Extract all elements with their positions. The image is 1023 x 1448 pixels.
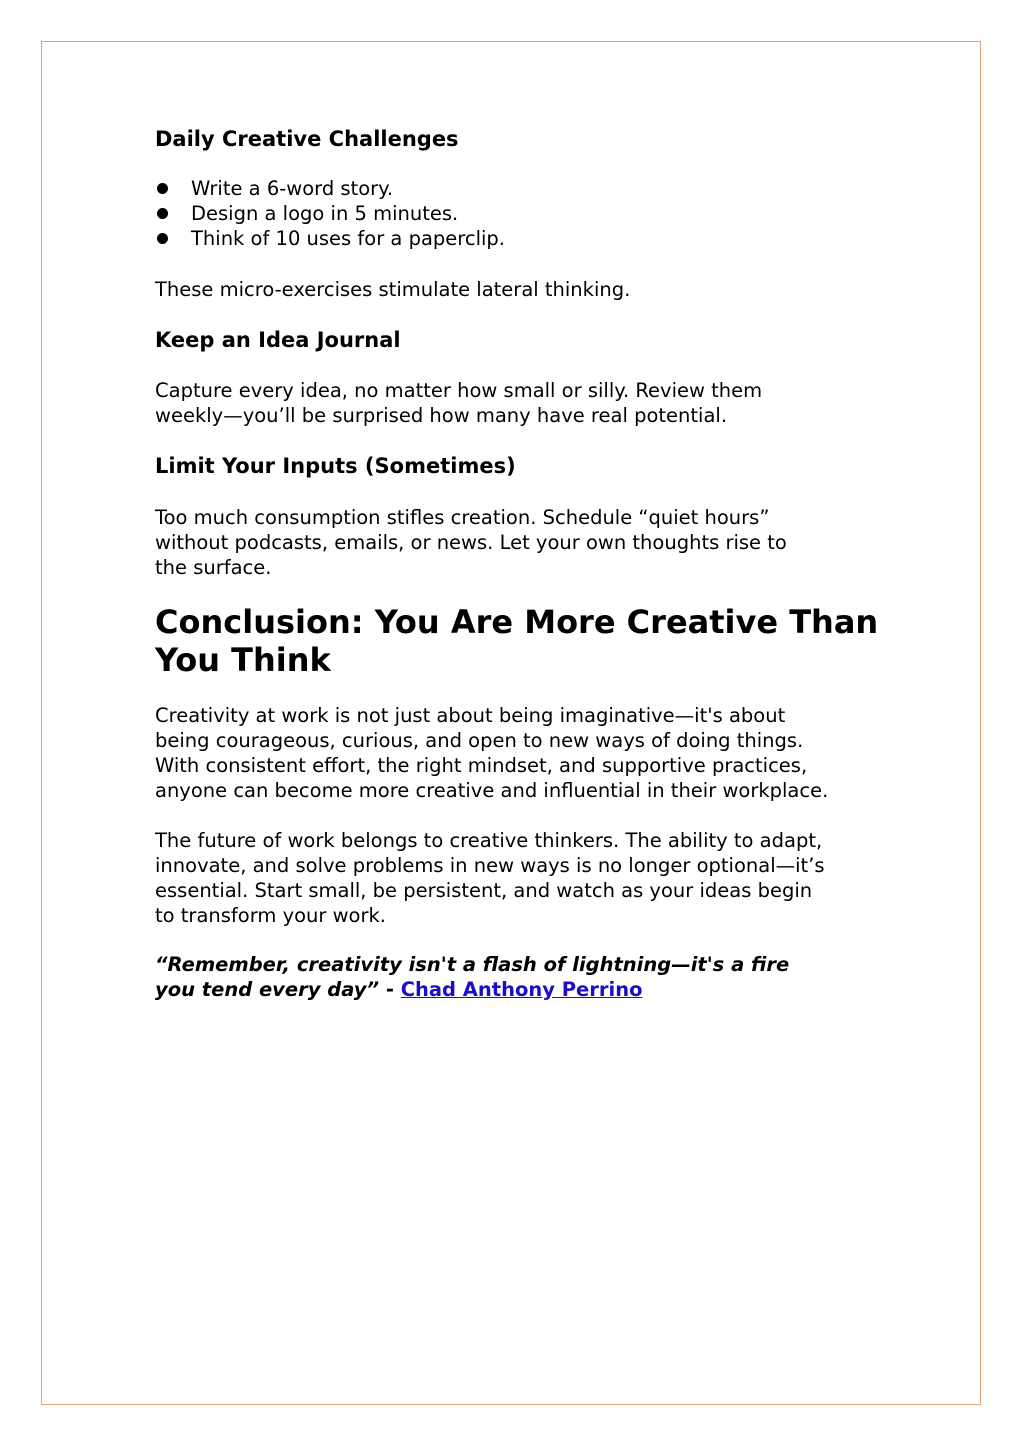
- challenges-list: [155, 176, 505, 251]
- journal-text-line: weekly—you’ll be surprised how many have real potential.: [155, 404, 728, 427]
- author-link[interactable]: Chad Anthony Perrino: [400, 978, 643, 1001]
- conclusion-paragraph-line: being courageous, curious, and open to new ways of doing things.: [155, 729, 804, 752]
- quote-line: [155, 952, 789, 977]
- list-item: [155, 176, 505, 201]
- quote-line: [155, 977, 642, 1002]
- section-heading-idea-journal: Keep an Idea Journal: [155, 328, 401, 352]
- inputs-text-line: the surface.: [155, 556, 272, 579]
- conclusion-paragraph-line: With consistent effort, the right mindset, and supportive practices,: [155, 754, 808, 777]
- conclusion-heading-line: You Think: [155, 641, 331, 679]
- list-item-text: Think of 10 uses for a paperclip.: [191, 227, 505, 250]
- conclusion-paragraph-line: to transform your work.: [155, 904, 387, 927]
- bullet-icon: [157, 183, 168, 194]
- bullet-icon: [157, 233, 168, 244]
- bullet-icon: [157, 208, 168, 219]
- list-item-text: Design a logo in 5 minutes.: [191, 202, 459, 225]
- quote-text: “Remember, creativity isn't a flash of lightning—it's a fire: [155, 953, 790, 976]
- section-heading-limit-inputs: Limit Your Inputs (Sometimes): [155, 454, 516, 478]
- quote-text: you tend every day”: [155, 978, 380, 1001]
- conclusion-heading-line: Conclusion: You Are More Creative Than: [155, 603, 879, 641]
- section-heading-daily-challenges: Daily Creative Challenges: [155, 127, 459, 151]
- conclusion-paragraph-line: essential. Start small, be persistent, and watch as your ideas begin: [155, 879, 813, 902]
- journal-text-line: Capture every idea, no matter how small or silly. Review them: [155, 379, 763, 402]
- conclusion-paragraph-line: The future of work belongs to creative thinkers. The ability to adapt,: [155, 829, 823, 852]
- list-item-text: Write a 6-word story.: [191, 177, 394, 200]
- inputs-text-line: Too much consumption stifles creation. Schedule “quiet hours”: [155, 506, 770, 529]
- conclusion-paragraph-line: innovate, and solve problems in new ways is no longer optional—it’s: [155, 854, 825, 877]
- challenges-note: These micro-exercises stimulate lateral thinking.: [155, 278, 631, 301]
- conclusion-paragraph-line: anyone can become more creative and influential in their workplace.: [155, 779, 829, 802]
- inputs-text-line: without podcasts, emails, or news. Let your own thoughts rise to: [155, 531, 787, 554]
- list-item: [155, 226, 505, 251]
- conclusion-paragraph-line: Creativity at work is not just about being imaginative—it's about: [155, 704, 786, 727]
- quote-separator: -: [379, 978, 401, 1001]
- list-item: [155, 201, 505, 226]
